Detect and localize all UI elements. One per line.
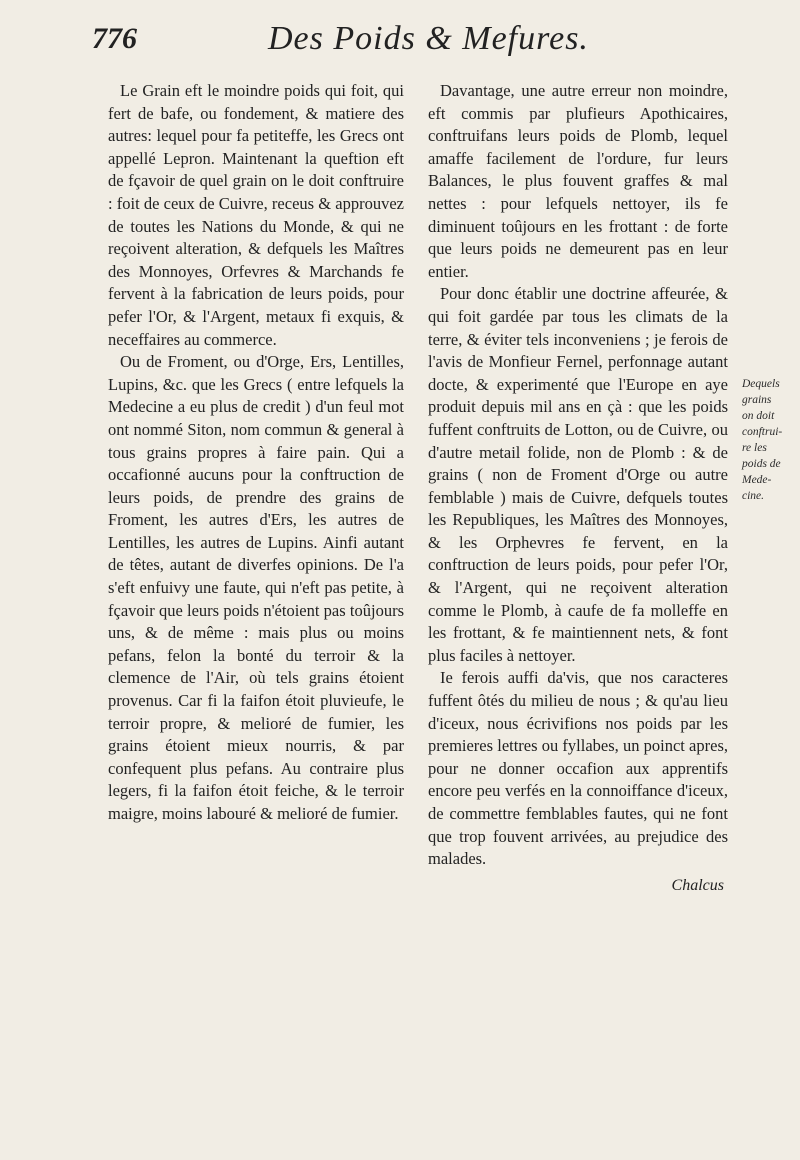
right-column [428, 80, 728, 897]
page-header [92, 20, 740, 80]
catchword: Chalcus [671, 876, 724, 894]
paragraph: Davantage, une autre erreur non moindre, eft commis par plufieurs Apothicaires, conftruifans leurs poids de Plomb, lequel amaffe facilement de l'ordure, fur leurs Balances, le plus fouvent graffes & mal nettes : pour lefquels nettoyer, ils fe diminuent toûjours en les frottant : de forte que leurs poids ne demeurent pas en leur entier. [428, 81, 728, 281]
margin-note-line: Mede- [742, 474, 772, 486]
paragraph: Pour donc établir une doctrine affeurée, & qui foit gardée par tous les climats de la terre, & éviter tels inconveniens ; je ferois de l'avis de Monfieur Fernel, perfonnage autant docte, & experimenté que l'Europe en aye produit depuis mil ans en çà : que les poids fuffent conftruits de Lotton, ou de Cuivre, ou d'autre metail folide, non de Plomb : & de grains ( non de Froment d'Orge ou autre femblable ) mais de Cuivre, defquels toutes les Republiques, les Maîtres des Monnoyes, & les Orphevres fe fervent, en la conftruction de leurs poids, pour pefer l'Or, & l'Argent, qui ne reçoivent alteration comme le Plomb, à caufe de fa molleffe en les frottant, & fe maintiennent nets, & font plus faciles à nettoyer. [428, 284, 728, 665]
margin-note-line: on doit [742, 410, 775, 422]
margin-note-line: grains [742, 394, 772, 406]
left-column [108, 80, 404, 826]
running-title: Des Poids & Mefures. [268, 20, 589, 57]
paragraph: Ie ferois auffi da'vis, que nos caracteres fuffent ôtés du milieu de nous ; & qu'au lieu d'iceux, nous écrivifions nos poids par les premieres lettres ou fyllabes, un poinct apres, pour ne donner occafion aux apprentifs encore peu verfés en la connoiffance d'iceux, de commettre femblables fautes, qui ne font que trop fouvent arrivées, au prejudice des malades. [428, 668, 728, 869]
margin-note [742, 376, 796, 504]
margin-note-line: re les [742, 442, 767, 454]
margin-note-line: conftrui- [742, 426, 783, 438]
paragraph: Le Grain eft le moindre poids qui foit, qui fert de bafe, ou fondement, & matiere des autres: lequel pour fa petiteffe, les Grecs ont appellé Lepron. Maintenant la queftion eft de fçavoir de quel grain on le doit conftruire : foit de ceux de Cuivre, receus & approuvez de toutes les Nations du Monde, & qui ne reçoivent alteration, & defquels les Maîtres des Monnoyes, Orfevres & Marchands fe fervent à la fabrication de leurs poids, pour pefer l'Or, & l'Argent, metaux fi exquis, & neceffaires au commerce. [108, 81, 404, 349]
paragraph: Ou de Froment, ou d'Orge, Ers, Lentilles, Lupins, &c. que les Grecs ( entre lefquels la Medecine a eu plus de credit ) d'un feul mot ont nommé Siton, nom commun & general à tous grains propres à faire pain. Qui a occafionné aucuns pour la conftruction de leurs poids, de prendre des grains de Froment, les autres d'Ers, les autres de Lentilles, les autres de Lupins. Ainfi autant de têtes, autant de diverfes opinions. De l'a s'eft enfuivy une faute, qui n'eft pas petite, à fçavoir que leurs poids n'étoient pas toûjours uns, & de même : mais plus ou moins pefans, felon la bonté du terroir & la clemence de l'Air, où tels grains étoient provenus. Car fi la faifon étoit pluvieufe, le terroir propre, & melioré de fumier, les grains étoient mieux nourris, & par confequent plus pefans. Au contraire plus legers, fi la faifon étoit feiche, & le terroir maigre, moins labouré & melioré de fumier. [108, 352, 404, 823]
margin-note-line: poids de [742, 458, 781, 470]
margin-note-line: Dequels [742, 378, 780, 390]
margin-note-line: cine. [742, 490, 765, 502]
page-number: 776 [92, 22, 137, 55]
